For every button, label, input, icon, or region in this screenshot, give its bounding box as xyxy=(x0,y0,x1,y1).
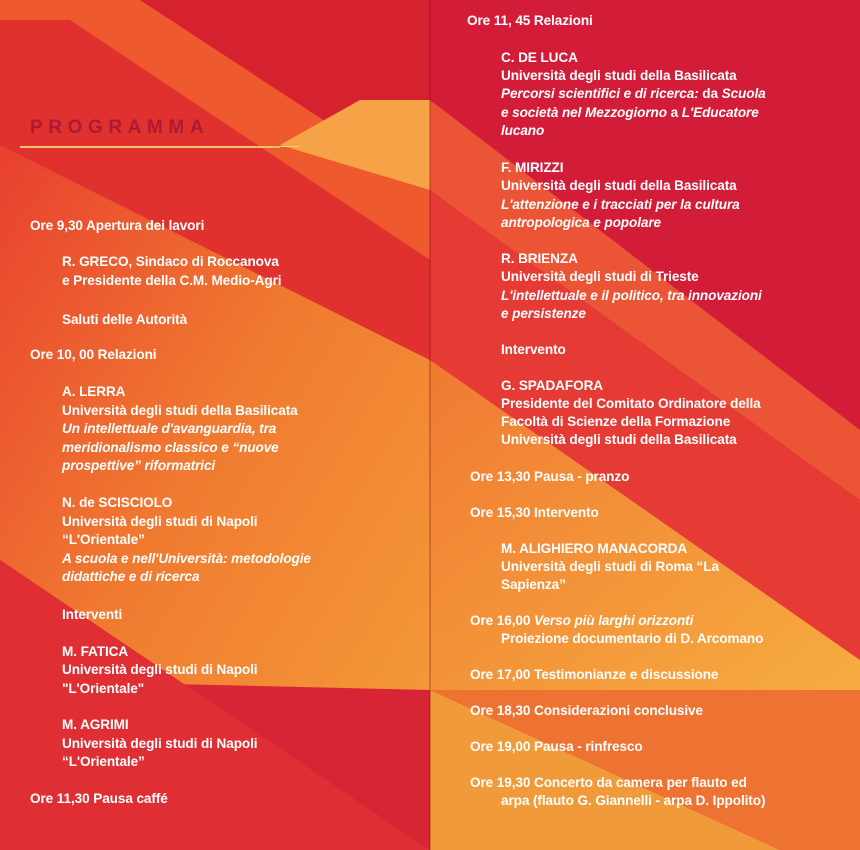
title-underline-tail xyxy=(280,146,300,147)
session-relazioni: Ore 10, 00 Relazioni xyxy=(30,347,157,362)
speaker-spadafora-name: G. SPADAFORA xyxy=(501,378,604,393)
speaker-manacorda-affiliation-line1: Università degli studi di Roma “La xyxy=(501,559,719,574)
speaker-spadafora-role-line2: Facoltà di Scienze della Formazione xyxy=(501,414,731,429)
ore-1600-time: Ore 16,00 xyxy=(470,613,534,628)
deluca-talk-part5: a xyxy=(666,105,682,120)
session-rinfresco: Ore 19,00 Pausa - rinfresco xyxy=(470,739,643,754)
speaker-brienza-talk-line1: L'intellettuale e il politico, tra innovazioni xyxy=(501,288,762,303)
session-apertura: Ore 9,30 Apertura dei lavori xyxy=(30,218,205,233)
session-relazioni-2: Ore 11, 45 Relazioni xyxy=(467,13,593,28)
session-pausa-caffe: Ore 11,30 Pausa caffé xyxy=(30,791,168,806)
speaker-brienza-name: R. BRIENZA xyxy=(501,251,578,266)
speaker-lerra-talk-line1: Un intellettuale d'avanguardia, tra xyxy=(62,421,277,436)
session-pausa-pranzo: Ore 13,30 Pausa - pranzo xyxy=(470,469,630,484)
speaker-agrimi-affiliation-line1: Università degli studi di Napoli xyxy=(62,736,258,751)
speaker-mirizzi-talk-line1: L'attenzione e i tracciati per la cultura xyxy=(501,197,740,212)
speaker-agrimi-name: M. AGRIMI xyxy=(62,717,129,732)
speaker-greco-line1: R. GRECO, Sindaco di Roccanova xyxy=(62,254,279,269)
speaker-fatica-affiliation-line2: "L'Orientale" xyxy=(62,681,145,696)
speaker-deluca-talk-line3: lucano xyxy=(501,123,545,138)
speaker-greco-line2: e Presidente della C.M. Medio-Agri xyxy=(62,273,282,288)
deluca-talk-part6: L'Educatore xyxy=(681,105,759,120)
session-concerto-line2: arpa (flauto G. Giannelli - arpa D. Ippolito) xyxy=(501,793,766,808)
speaker-manacorda-affiliation-line2: Sapienza” xyxy=(501,577,566,592)
speaker-fatica-name: M. FATICA xyxy=(62,644,129,659)
speaker-spadafora-role-line1: Presidente del Comitato Ordinatore della xyxy=(501,396,761,411)
session-concerto-line1: Ore 19,30 Concerto da camera per flauto ed xyxy=(470,775,747,790)
programma-title: PROGRAMMA xyxy=(30,117,210,138)
session-intervento-1530: Ore 15,30 Intervento xyxy=(470,505,599,520)
session-ore-1600 xyxy=(470,612,693,630)
saluti-autorita: Saluti delle Autorità xyxy=(62,312,188,327)
speaker-fatica-affiliation-line1: Università degli studi di Napoli xyxy=(62,662,258,677)
ore-1600-title: Verso più larghi orizzonti xyxy=(534,613,694,628)
speaker-lerra-talk-line3: prospettive” riformatrici xyxy=(62,458,216,473)
speaker-deluca-talk-line2 xyxy=(501,104,759,122)
deluca-talk-part4: e società nel Mezzogiorno xyxy=(501,105,667,120)
speaker-mirizzi-affiliation: Università degli studi della Basilicata xyxy=(501,178,737,193)
speaker-lerra-name: A. LERRA xyxy=(62,384,126,399)
speaker-sciscio-talk-line2: didattiche e di ricerca xyxy=(62,569,200,584)
deluca-talk-part2: da xyxy=(702,86,722,101)
speaker-brienza-affiliation: Università degli studi di Trieste xyxy=(501,269,699,284)
deluca-talk-part1: Percorsi scientifici e di ricerca: xyxy=(501,86,703,101)
speaker-deluca-talk-line1 xyxy=(501,85,766,103)
speaker-lerra-talk-line2: meridionalismo classico e “nuove xyxy=(62,440,279,455)
speaker-brienza-talk-line2: e persistenze xyxy=(501,306,586,321)
speaker-deluca-name: C. DE LUCA xyxy=(501,50,578,65)
intervento-heading: Intervento xyxy=(501,342,566,357)
speaker-manacorda-name: M. ALIGHIERO MANACORDA xyxy=(501,541,688,556)
right-panel xyxy=(431,0,860,850)
speaker-mirizzi-name: F. MIRIZZI xyxy=(501,160,564,175)
speaker-mirizzi-talk-line2: antropologica e popolare xyxy=(501,215,661,230)
speaker-spadafora-role-line3: Università degli studi della Basilicata xyxy=(501,432,737,447)
speaker-lerra-affiliation: Università degli studi della Basilicata xyxy=(62,403,298,418)
session-considerazioni: Ore 18,30 Considerazioni conclusive xyxy=(470,703,703,718)
title-underline xyxy=(20,146,280,148)
speaker-sciscio-affiliation-line1: Università degli studi di Napoli xyxy=(62,514,258,529)
speaker-deluca-affiliation: Università degli studi della Basilicata xyxy=(501,68,737,83)
speaker-sciscio-talk-line1: A scuola e nell'Università: metodologie xyxy=(62,551,311,566)
interventi-heading: Interventi xyxy=(62,607,123,622)
deluca-talk-part3: Scuola xyxy=(721,86,766,101)
speaker-agrimi-affiliation-line2: “L'Orientale” xyxy=(62,754,145,769)
speaker-sciscio-affiliation-line2: “L'Orientale” xyxy=(62,532,145,547)
session-testimonianze: Ore 17,00 Testimonianze e discussione xyxy=(470,667,719,682)
speaker-sciscio-name: N. de SCISCIOLO xyxy=(62,495,173,510)
session-proiezione: Proiezione documentario di D. Arcomano xyxy=(501,631,764,646)
